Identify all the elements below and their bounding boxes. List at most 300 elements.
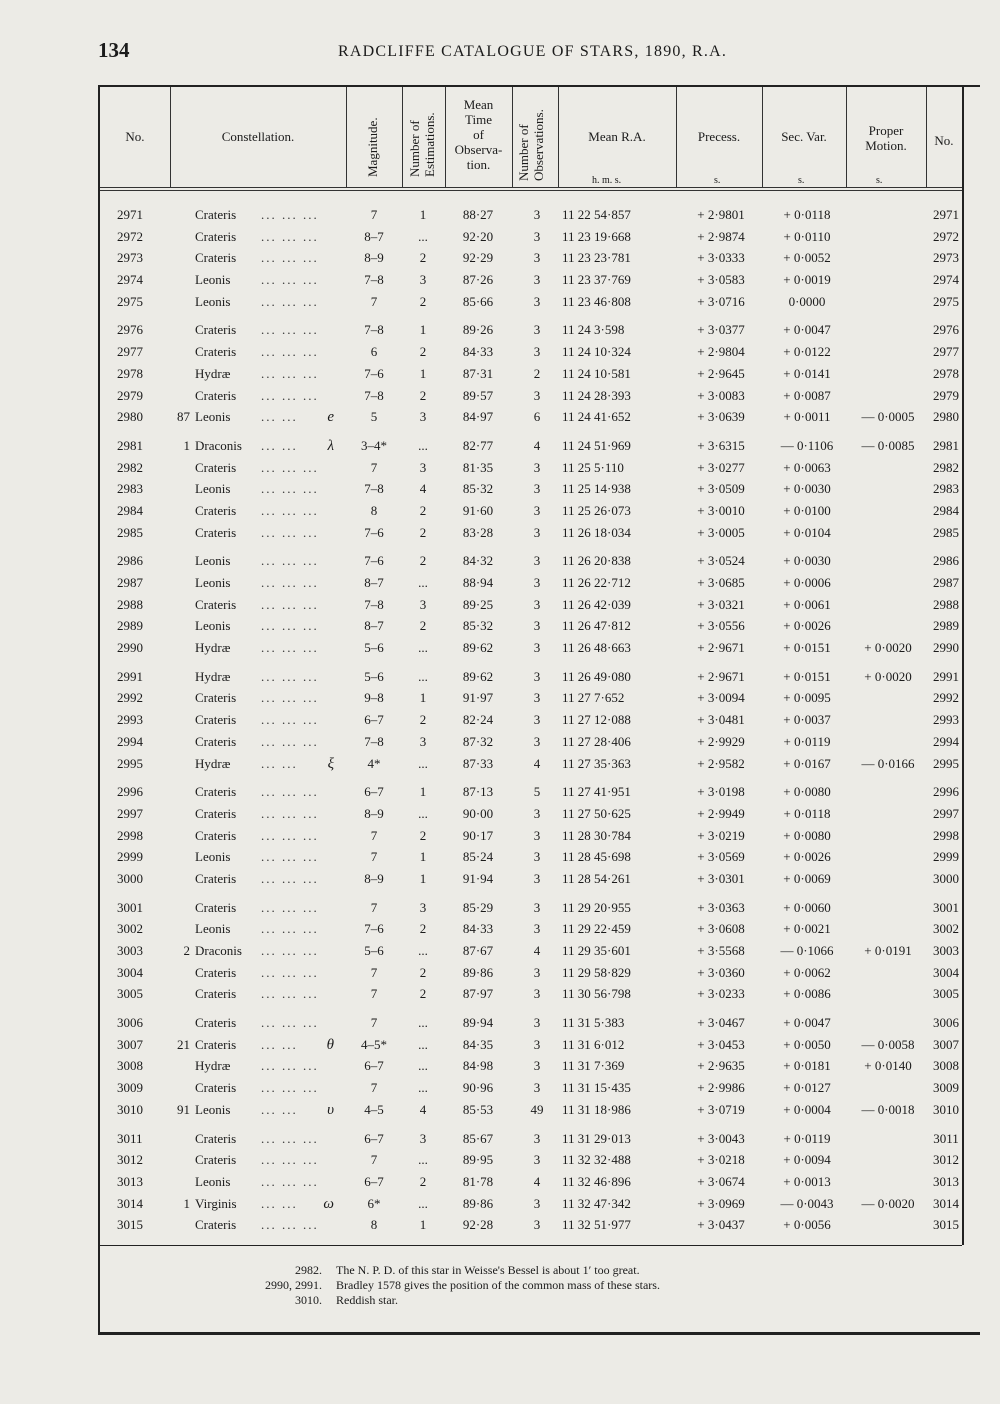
- mean-time: 85·53: [462, 1101, 494, 1117]
- observations-count: 3: [533, 712, 541, 728]
- estimations-count: ...: [418, 437, 428, 453]
- constellation-name: Leonis: [195, 618, 231, 634]
- observations-count: 3: [533, 921, 541, 937]
- mean-time: 89·25: [462, 596, 494, 612]
- precession: + 3·0608: [697, 921, 745, 937]
- secular-variation: + 0·0011: [783, 409, 831, 425]
- leader-dots: ... ...: [261, 1195, 298, 1211]
- bayer-letter: λ: [327, 437, 334, 454]
- unit-sec-var: s.: [798, 175, 805, 186]
- mean-ra: 11 22 54·857: [562, 207, 631, 222]
- mean-ra: 11 26 20·838: [562, 553, 631, 569]
- footnote: [100, 1293, 962, 1308]
- observations-count: 3: [533, 322, 541, 338]
- star-number: 2991: [117, 668, 143, 684]
- observations-count: 3: [533, 250, 541, 266]
- magnitude: 7–6: [364, 365, 384, 381]
- observations-count: 4: [533, 755, 541, 771]
- mean-time: 88·94: [462, 575, 494, 590]
- magnitude: 7: [370, 207, 378, 222]
- footnotes: [100, 1263, 962, 1308]
- leader-dots: ... ... ...: [261, 387, 319, 403]
- estimations-count: ...: [418, 755, 428, 771]
- page-number: 134: [98, 38, 130, 62]
- table-row: [100, 943, 962, 965]
- star-number: 2988: [117, 596, 143, 612]
- constellation-name: Crateris: [195, 502, 237, 518]
- proper-motion: + 0·0020: [864, 640, 912, 656]
- estimations-count: ...: [418, 1015, 428, 1031]
- star-number-right: 2973: [933, 250, 959, 266]
- leader-dots: ... ... ...: [261, 618, 319, 634]
- observations-count: 3: [533, 502, 541, 518]
- estimations-count: ...: [418, 1195, 428, 1211]
- star-number-right: 2975: [933, 293, 959, 309]
- estimations-count: 2: [419, 618, 427, 634]
- mean-ra: 11 27 50·625: [562, 805, 631, 821]
- estimations-count: ...: [418, 943, 428, 958]
- table-row: [100, 690, 962, 712]
- observations-count: 3: [533, 596, 541, 612]
- observations-count: 3: [533, 964, 541, 980]
- observations-count: 4: [533, 437, 541, 453]
- secular-variation: + 0·0181: [783, 1058, 831, 1074]
- constellation-name: Draconis: [195, 437, 242, 453]
- precession: + 3·0524: [697, 553, 745, 569]
- star-number: 3004: [117, 964, 143, 980]
- secular-variation: + 0·0086: [783, 986, 831, 1002]
- mean-ra: 11 32 46·896: [562, 1173, 631, 1189]
- star-number-right: 3009: [933, 1080, 959, 1096]
- bayer-letter: θ: [326, 1036, 334, 1053]
- star-number: 3003: [117, 943, 143, 958]
- estimations-count: 3: [419, 733, 427, 749]
- mean-time: 90·96: [462, 1080, 494, 1096]
- table-row: [100, 734, 962, 756]
- star-number: 2997: [117, 805, 143, 821]
- secular-variation: + 0·0047: [783, 1015, 831, 1031]
- observations-count: 3: [533, 690, 541, 706]
- magnitude: 7–6: [364, 524, 384, 540]
- mean-time: 87·67: [462, 943, 494, 958]
- star-number-right: 2995: [933, 755, 959, 771]
- leader-dots: ... ... ...: [261, 481, 319, 497]
- secular-variation: + 0·0004: [783, 1101, 831, 1117]
- precession: + 3·0509: [697, 481, 745, 497]
- leader-dots: ... ... ...: [261, 1015, 319, 1031]
- mean-time: 85·24: [462, 849, 494, 865]
- table-row: [100, 784, 962, 806]
- secular-variation: + 0·0122: [783, 344, 831, 360]
- leader-dots: ... ... ...: [261, 553, 319, 569]
- star-number: 2975: [117, 293, 143, 309]
- constellation-name: Crateris: [195, 827, 237, 843]
- estimations-count: 2: [419, 387, 427, 403]
- mean-time: 81·78: [462, 1173, 494, 1189]
- secular-variation: + 0·0047: [783, 322, 831, 338]
- magnitude: 5–6: [364, 640, 384, 656]
- secular-variation: + 0·0006: [783, 575, 831, 590]
- estimations-count: 1: [419, 207, 427, 222]
- magnitude: 7–8: [364, 733, 384, 749]
- footnote-text: The N. P. D. of this star in Weisse's Bessel is about 1′ too great.: [336, 1263, 640, 1277]
- precession: + 3·5568: [697, 943, 745, 958]
- magnitude: 7–6: [364, 921, 384, 937]
- estimations-count: 2: [419, 921, 427, 937]
- estimations-count: 3: [419, 272, 427, 288]
- mean-ra: 11 31 7·369: [562, 1058, 625, 1074]
- mean-time: 87·31: [462, 365, 494, 381]
- observations-count: 6: [533, 409, 541, 425]
- mean-time: 87·26: [462, 272, 494, 288]
- estimations-count: 2: [419, 293, 427, 309]
- header-no: No.: [125, 129, 145, 144]
- secular-variation: + 0·0060: [783, 899, 831, 915]
- mean-ra: 11 28 45·698: [562, 849, 631, 865]
- page-header: [98, 38, 958, 68]
- table-row: [100, 828, 962, 850]
- constellation-name: Leonis: [195, 272, 231, 288]
- precession: + 2·9874: [697, 228, 745, 244]
- mean-ra: 11 24 51·969: [562, 437, 631, 453]
- constellation-name: Hydræ: [195, 755, 231, 771]
- mean-time: 90·17: [462, 827, 494, 843]
- magnitude: 7: [370, 459, 378, 475]
- observations-count: 3: [533, 1058, 541, 1074]
- mean-time: 89·86: [462, 964, 494, 980]
- observations-count: 3: [533, 481, 541, 497]
- header-proper-motion-line: Motion.: [865, 138, 907, 153]
- star-number-right: 3010: [933, 1101, 959, 1117]
- leader-dots: ... ... ...: [261, 207, 319, 222]
- leader-dots: ... ... ...: [261, 668, 319, 684]
- estimations-count: 3: [419, 459, 427, 475]
- constellation-name: Crateris: [195, 964, 237, 980]
- star-number-right: 3000: [933, 870, 959, 886]
- constellation-name: Crateris: [195, 690, 237, 706]
- right-rule: [962, 85, 964, 1245]
- mean-time: 87·13: [462, 784, 494, 800]
- leader-dots: ... ... ...: [261, 322, 319, 338]
- unit-proper-motion: s.: [876, 175, 883, 186]
- footnote-ref: 3010.: [295, 1293, 322, 1307]
- magnitude: 8–9: [364, 805, 384, 821]
- mean-ra: 11 31 29·013: [562, 1130, 631, 1146]
- table-row: [100, 438, 962, 460]
- star-number-right: 2996: [933, 784, 959, 800]
- secular-variation: + 0·0087: [783, 387, 831, 403]
- observations-count: 3: [533, 272, 541, 288]
- precession: + 3·0556: [697, 618, 745, 634]
- observations-count: 3: [533, 575, 541, 590]
- proper-motion: — 0·0018: [861, 1101, 915, 1117]
- observations-count: 4: [533, 1173, 541, 1189]
- estimations-count: 4: [419, 1101, 427, 1117]
- star-number-right: 2983: [933, 481, 959, 497]
- estimations-count: ...: [418, 1058, 428, 1074]
- star-number-right: 2990: [933, 640, 959, 656]
- table-row: [100, 503, 962, 525]
- precession: + 3·0674: [697, 1173, 745, 1189]
- precession: + 3·0233: [697, 986, 745, 1002]
- secular-variation: + 0·0026: [783, 618, 831, 634]
- leader-dots: ... ... ...: [261, 502, 319, 518]
- constellation-name: Crateris: [195, 805, 237, 821]
- observations-count: 3: [533, 1080, 541, 1096]
- mean-time: 92·20: [462, 228, 494, 244]
- leader-dots: ... ... ...: [261, 1080, 319, 1096]
- observations-count: 4: [533, 943, 541, 958]
- mean-ra: 11 31 6·012: [562, 1036, 625, 1052]
- estimations-count: 2: [419, 827, 427, 843]
- table-row: [100, 986, 962, 1008]
- observations-count: 3: [533, 524, 541, 540]
- observations-count: 3: [533, 668, 541, 684]
- magnitude: 7: [370, 827, 378, 843]
- secular-variation: + 0·0080: [783, 827, 831, 843]
- observations-count: 49: [530, 1101, 544, 1117]
- star-number-right: 2977: [933, 344, 959, 360]
- observations-count: 3: [533, 387, 541, 403]
- observations-count: 3: [533, 640, 541, 656]
- leader-dots: ... ... ...: [261, 596, 319, 612]
- leader-dots: ... ... ...: [261, 733, 319, 749]
- star-number: 2996: [117, 784, 143, 800]
- constellation-name: Crateris: [195, 459, 237, 475]
- magnitude: 7: [370, 1015, 378, 1031]
- leader-dots: ... ... ...: [261, 272, 319, 288]
- secular-variation: + 0·0062: [783, 964, 831, 980]
- secular-variation: + 0·0100: [783, 502, 831, 518]
- mean-ra: 11 30 56·798: [562, 986, 631, 1002]
- precession: + 3·0321: [697, 596, 745, 612]
- leader-dots: ... ... ...: [261, 575, 319, 590]
- star-number: 3001: [117, 899, 143, 915]
- header-observations-2: Observations.: [531, 109, 546, 181]
- secular-variation: + 0·0052: [783, 250, 831, 266]
- mean-ra: 11 23 46·808: [562, 293, 631, 309]
- table-row: [100, 366, 962, 388]
- precession: + 3·0716: [697, 293, 745, 309]
- table-row: [100, 1152, 962, 1174]
- magnitude: 7: [370, 293, 378, 309]
- observations-count: 3: [533, 849, 541, 865]
- mean-time: 85·66: [462, 293, 494, 309]
- proper-motion: — 0·0085: [861, 437, 915, 453]
- precession: + 2·9671: [697, 640, 745, 656]
- observations-count: 3: [533, 805, 541, 821]
- secular-variation: — 0·1106: [780, 437, 834, 453]
- constellation-name: Hydræ: [195, 668, 231, 684]
- mean-ra: 11 24 10·581: [562, 365, 631, 381]
- mean-time: 84·98: [462, 1058, 494, 1074]
- estimations-count: 1: [419, 690, 427, 706]
- star-number: 2990: [117, 640, 143, 656]
- precession: + 2·9949: [697, 805, 745, 821]
- header-magnitude: Magnitude.: [365, 117, 380, 177]
- header-constellation: Constellation.: [221, 129, 295, 144]
- mean-ra: 11 24 3·598: [562, 322, 625, 338]
- secular-variation: + 0·0013: [783, 1173, 831, 1189]
- star-number-right: 2994: [933, 733, 959, 749]
- constellation-name: Crateris: [195, 1152, 237, 1168]
- secular-variation: + 0·0151: [783, 668, 831, 684]
- leader-dots: ... ... ...: [261, 849, 319, 865]
- precession: + 2·9582: [697, 755, 745, 771]
- mean-ra: 11 24 10·324: [562, 344, 631, 360]
- magnitude: 7–6: [364, 553, 384, 569]
- table-row: [100, 618, 962, 640]
- leader-dots: ... ... ...: [261, 228, 319, 244]
- leader-dots: ... ... ...: [261, 805, 319, 821]
- header-mean-time-line: tion.: [466, 157, 491, 172]
- estimations-count: 2: [419, 250, 427, 266]
- bayer-letter: ξ: [327, 755, 334, 772]
- observations-count: 3: [533, 1217, 541, 1233]
- mean-ra: 11 28 30·784: [562, 827, 631, 843]
- estimations-count: 3: [419, 596, 427, 612]
- unit-ra: h. m. s.: [592, 175, 622, 186]
- star-number: 2994: [117, 733, 143, 749]
- mean-ra: 11 23 19·668: [562, 228, 631, 244]
- estimations-count: 2: [419, 712, 427, 728]
- unit-precess: s.: [714, 175, 721, 186]
- precession: + 2·9635: [697, 1058, 745, 1074]
- magnitude: 8–7: [364, 618, 384, 634]
- star-number: 3015: [117, 1217, 143, 1233]
- mean-ra: 11 28 54·261: [562, 870, 631, 886]
- estimations-count: 3: [419, 899, 427, 915]
- header-mean-time: [445, 97, 512, 172]
- star-number: 2976: [117, 322, 143, 338]
- star-number-right: 3006: [933, 1015, 959, 1031]
- magnitude: 8–9: [364, 870, 384, 886]
- observations-count: 3: [533, 207, 541, 222]
- estimations-count: 2: [419, 986, 427, 1002]
- col-rule: [402, 87, 403, 187]
- table-row: [100, 1131, 962, 1153]
- star-number: 2972: [117, 228, 143, 244]
- constellation-name: Leonis: [195, 849, 231, 865]
- leader-dots: ... ... ...: [261, 250, 319, 266]
- mean-ra: 11 26 49·080: [562, 668, 631, 684]
- secular-variation: + 0·0118: [783, 207, 831, 222]
- star-number-right: 2993: [933, 712, 959, 728]
- secular-variation: — 0·0043: [780, 1195, 834, 1211]
- leader-dots: ... ... ...: [261, 344, 319, 360]
- precession: + 3·0083: [697, 387, 745, 403]
- table-row: [100, 712, 962, 734]
- star-number: 3000: [117, 870, 143, 886]
- star-number: 3005: [117, 986, 143, 1002]
- estimations-count: 2: [419, 344, 427, 360]
- secular-variation: + 0·0026: [783, 849, 831, 865]
- table-row: [100, 575, 962, 597]
- constellation-name: Crateris: [195, 1036, 237, 1052]
- observations-count: 3: [533, 553, 541, 569]
- star-number-right: 3015: [933, 1217, 959, 1233]
- leader-dots: ... ... ...: [261, 784, 319, 800]
- mean-time: 90·00: [462, 805, 494, 821]
- running-title: RADCLIFFE CATALOGUE OF STARS, 1890, R.A.: [338, 43, 728, 60]
- flamsteed-number: 21: [177, 1036, 190, 1052]
- table-row: [100, 525, 962, 547]
- header-estimations-2: Estimations.: [422, 112, 437, 177]
- star-number: 2986: [117, 553, 143, 569]
- star-number: 2982: [117, 459, 143, 475]
- star-number-right: 3013: [933, 1173, 959, 1189]
- constellation-name: Crateris: [195, 1015, 237, 1031]
- leader-dots: ... ... ...: [261, 921, 319, 937]
- star-number: 2983: [117, 481, 143, 497]
- mean-ra: 11 29 22·459: [562, 921, 631, 937]
- mean-time: 87·97: [462, 986, 494, 1002]
- table-row: [100, 1015, 962, 1037]
- table-row: [100, 1037, 962, 1059]
- precession: + 3·0969: [697, 1195, 745, 1211]
- star-number: 3009: [117, 1080, 143, 1096]
- mean-ra: 11 32 47·342: [562, 1195, 631, 1211]
- star-number: 3007: [117, 1036, 143, 1052]
- star-number-right: 3011: [933, 1130, 959, 1146]
- secular-variation: + 0·0127: [783, 1080, 831, 1096]
- proper-motion: + 0·0140: [864, 1058, 912, 1074]
- mean-time: 89·26: [462, 322, 494, 338]
- mean-ra: 11 26 48·663: [562, 640, 631, 656]
- leader-dots: ... ... ...: [261, 690, 319, 706]
- magnitude: 6–7: [364, 784, 384, 800]
- mean-ra: 11 31 5·383: [562, 1015, 625, 1031]
- table-row: [100, 1102, 962, 1124]
- constellation-name: Crateris: [195, 870, 237, 886]
- observations-count: 3: [533, 870, 541, 886]
- observations-count: 3: [533, 827, 541, 843]
- flamsteed-number: 2: [183, 943, 190, 958]
- star-number-right: 3003: [933, 943, 959, 958]
- observations-count: 3: [533, 1130, 541, 1146]
- estimations-count: 2: [419, 553, 427, 569]
- star-number: 3012: [117, 1152, 143, 1168]
- magnitude: 7: [370, 1080, 378, 1096]
- constellation-name: Hydræ: [195, 1058, 231, 1074]
- mean-time: 82·77: [462, 437, 494, 453]
- secular-variation: + 0·0061: [783, 596, 831, 612]
- observations-count: 5: [533, 784, 541, 800]
- magnitude: 4–5*: [361, 1036, 387, 1052]
- mean-ra: 11 29 58·829: [562, 964, 631, 980]
- leader-dots: ... ...: [261, 437, 298, 453]
- star-number-right: 3005: [933, 986, 959, 1002]
- table-row: [100, 756, 962, 778]
- leader-dots: ... ... ...: [261, 524, 319, 540]
- mean-time: 92·29: [462, 250, 494, 266]
- secular-variation: + 0·0095: [783, 690, 831, 706]
- star-number-right: 2979: [933, 387, 959, 403]
- magnitude: 8–7: [364, 228, 384, 244]
- star-number-right: 2982: [933, 459, 959, 475]
- constellation-name: Leonis: [195, 921, 231, 937]
- star-number: 3010: [117, 1101, 143, 1117]
- secular-variation: + 0·0069: [783, 870, 831, 886]
- footnote-text: Bradley 1578 gives the position of the common mass of these stars.: [336, 1278, 660, 1292]
- precession: + 3·0453: [697, 1036, 745, 1052]
- magnitude: 5–6: [364, 668, 384, 684]
- estimations-count: 1: [419, 1217, 427, 1233]
- mean-time: 85·67: [462, 1130, 494, 1146]
- mean-time: 89·62: [462, 668, 494, 684]
- star-number: 2998: [117, 827, 143, 843]
- star-number-right: 2992: [933, 690, 959, 706]
